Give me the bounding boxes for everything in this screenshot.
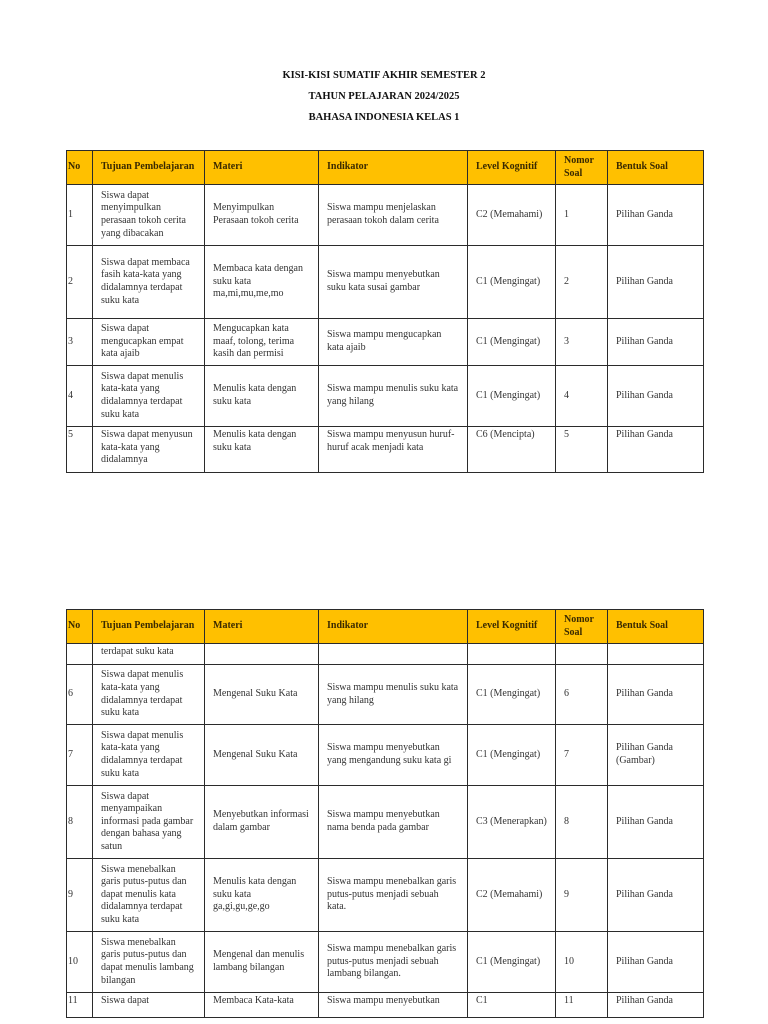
cell-nomor: 11 <box>556 993 608 1018</box>
cell-no: 10 <box>67 932 93 993</box>
table-row <box>67 366 704 427</box>
cell-materi: Membaca Kata-kata <box>205 993 319 1018</box>
cell-bentuk: Pilihan Ganda <box>608 427 704 473</box>
header-title: KISI-KISI SUMATIF AKHIR SEMESTER 2 <box>282 70 486 81</box>
cell-no: 6 <box>67 665 93 725</box>
table-row <box>67 932 704 993</box>
table-header-row <box>67 610 704 644</box>
cell-level: C2 (Memahami) <box>468 185 556 246</box>
column-header-tujuan: Tujuan Pembelajaran <box>93 610 205 644</box>
cell-level: C1 (Mengingat) <box>468 932 556 993</box>
cell-level: C1 (Mengingat) <box>468 366 556 427</box>
cell-indikator: Siswa mampu menulis suku kata yang hilang <box>319 665 468 725</box>
cell-tujuan: Siswa menebalkan garis putus-putus dan dapat menulis lambang bilangan <box>93 932 205 993</box>
column-header-materi: Materi <box>205 151 319 185</box>
cell-no: 8 <box>67 786 93 859</box>
cell-nomor: 2 <box>556 246 608 319</box>
cell-tujuan: terdapat suku kata <box>93 644 205 665</box>
column-header-no: No <box>67 610 93 644</box>
kisi-kisi-table-2 <box>66 609 704 1018</box>
cell-bentuk: Pilihan Ganda <box>608 185 704 246</box>
cell-tujuan: Siswa dapat menyampaikan informasi pada gambar dengan bahasa yang satun <box>93 786 205 859</box>
cell-tujuan: Siswa dapat menyusun kata-kata yang didalamnya <box>93 427 205 473</box>
cell-materi: Menyimpulkan Perasaan tokoh cerita <box>205 185 319 246</box>
column-header-no: No <box>67 151 93 185</box>
cell-indikator: Siswa mampu menyebutkan <box>319 993 468 1018</box>
cell-no: 5 <box>67 427 93 473</box>
cell-materi: Membaca kata dengan suku kata ma,mi,mu,me,mo <box>205 246 319 319</box>
cell-tujuan: Siswa dapat menulis kata-kata yang didalamnya terdapat suku kata <box>93 366 205 427</box>
table-row <box>67 665 704 725</box>
table-header-row <box>67 151 704 185</box>
cell-materi: Mengenal dan menulis lambang bilangan <box>205 932 319 993</box>
cell-no: 7 <box>67 725 93 786</box>
column-header-indikator: Indikator <box>319 610 468 644</box>
cell-nomor: 8 <box>556 786 608 859</box>
cell-tujuan: Siswa menebalkan garis putus-putus dan dapat menulis kata didalamnya terdapat suku kata <box>93 859 205 932</box>
cell-tujuan: Siswa dapat menulis kata-kata yang didalamnya terdapat suku kata <box>93 665 205 725</box>
cell-no <box>67 644 93 665</box>
cell-no: 1 <box>67 185 93 246</box>
cell-tujuan: Siswa dapat membaca fasih kata-kata yang didalamnya terdapat suku kata <box>93 246 205 319</box>
cell-bentuk: Pilihan Ganda <box>608 246 704 319</box>
cell-tujuan: Siswa dapat menyimpulkan perasaan tokoh cerita yang dibacakan <box>93 185 205 246</box>
cell-materi: Menulis kata dengan suku kata ga,gi,gu,ge,go <box>205 859 319 932</box>
column-header-nomor: Nomor Soal <box>556 610 608 644</box>
column-header-tujuan: Tujuan Pembelajaran <box>93 151 205 185</box>
cell-tujuan: Siswa dapat mengucapkan empat kata ajaib <box>93 319 205 366</box>
cell-nomor: 5 <box>556 427 608 473</box>
cell-nomor: 1 <box>556 185 608 246</box>
cell-indikator: Siswa mampu menyebutkan suku kata susai gambar <box>319 246 468 319</box>
cell-materi: Menyebutkan informasi dalam gambar <box>205 786 319 859</box>
cell-nomor: 7 <box>556 725 608 786</box>
cell-bentuk: Pilihan Ganda <box>608 366 704 427</box>
cell-nomor: 4 <box>556 366 608 427</box>
table-row <box>67 246 704 319</box>
cell-level: C1 (Mengingat) <box>468 725 556 786</box>
cell-level: C1 (Mengingat) <box>468 665 556 725</box>
cell-indikator: Siswa mampu menebalkan garis putus-putus menjadi sebuah kata. <box>319 859 468 932</box>
cell-indikator <box>319 644 468 665</box>
cell-bentuk: Pilihan Ganda <box>608 786 704 859</box>
cell-bentuk: Pilihan Ganda <box>608 932 704 993</box>
cell-indikator: Siswa mampu menulis suku kata yang hilang <box>319 366 468 427</box>
cell-bentuk: Pilihan Ganda (Gambar) <box>608 725 704 786</box>
cell-nomor: 9 <box>556 859 608 932</box>
table-row <box>67 185 704 246</box>
cell-materi: Menulis kata dengan suku kata <box>205 366 319 427</box>
cell-materi: Mengucapkan kata maaf, tolong, terima kasih dan permisi <box>205 319 319 366</box>
table-row <box>67 427 704 473</box>
table-row <box>67 725 704 786</box>
cell-bentuk: Pilihan Ganda <box>608 319 704 366</box>
cell-no: 4 <box>67 366 93 427</box>
cell-no: 9 <box>67 859 93 932</box>
column-header-materi: Materi <box>205 610 319 644</box>
cell-materi: Mengenal Suku Kata <box>205 665 319 725</box>
cell-tujuan: Siswa dapat <box>93 993 205 1018</box>
kisi-kisi-table-1 <box>66 150 704 473</box>
cell-indikator: Siswa mampu menjelaskan perasaan tokoh dalam cerita <box>319 185 468 246</box>
cell-bentuk: Pilihan Ganda <box>608 993 704 1018</box>
cell-materi: Mengenal Suku Kata <box>205 725 319 786</box>
cell-indikator: Siswa mampu mengucapkan kata ajaib <box>319 319 468 366</box>
cell-level: C1 (Mengingat) <box>468 246 556 319</box>
cell-indikator: Siswa mampu menebalkan garis putus-putus menjadi sebuah lambang bilangan. <box>319 932 468 993</box>
cell-level: C6 (Mencipta) <box>468 427 556 473</box>
table-row <box>67 319 704 366</box>
column-header-indikator: Indikator <box>319 151 468 185</box>
column-header-nomor: Nomor Soal <box>556 151 608 185</box>
cell-nomor: 10 <box>556 932 608 993</box>
cell-indikator: Siswa mampu menyebutkan nama benda pada gambar <box>319 786 468 859</box>
column-header-level: Level Kognitif <box>468 610 556 644</box>
cell-no: 2 <box>67 246 93 319</box>
column-header-level: Level Kognitif <box>468 151 556 185</box>
cell-level: C1 <box>468 993 556 1018</box>
column-header-bentuk: Bentuk Soal <box>608 610 704 644</box>
cell-bentuk: Pilihan Ganda <box>608 859 704 932</box>
cell-indikator: Siswa mampu menyusun huruf-huruf acak menjadi kata <box>319 427 468 473</box>
table-row <box>67 644 704 665</box>
header-subject: BAHASA INDONESIA KELAS 1 <box>308 112 460 123</box>
cell-materi: Menulis kata dengan suku kata <box>205 427 319 473</box>
header-year: TAHUN PELAJARAN 2024/2025 <box>308 91 460 102</box>
cell-nomor: 3 <box>556 319 608 366</box>
cell-no: 3 <box>67 319 93 366</box>
cell-tujuan: Siswa dapat menulis kata-kata yang didalamnya terdapat suku kata <box>93 725 205 786</box>
cell-level: C1 (Mengingat) <box>468 319 556 366</box>
cell-no: 11 <box>67 993 93 1018</box>
cell-level: C3 (Menerapkan) <box>468 786 556 859</box>
table-row <box>67 859 704 932</box>
cell-nomor: 6 <box>556 665 608 725</box>
document-header <box>0 65 768 128</box>
cell-level <box>468 644 556 665</box>
cell-indikator: Siswa mampu menyebutkan yang mengandung suku kata gi <box>319 725 468 786</box>
cell-materi <box>205 644 319 665</box>
column-header-bentuk: Bentuk Soal <box>608 151 704 185</box>
cell-bentuk <box>608 644 704 665</box>
cell-nomor <box>556 644 608 665</box>
cell-bentuk: Pilihan Ganda <box>608 665 704 725</box>
table-row <box>67 993 704 1018</box>
cell-level: C2 (Memahami) <box>468 859 556 932</box>
table-row <box>67 786 704 859</box>
